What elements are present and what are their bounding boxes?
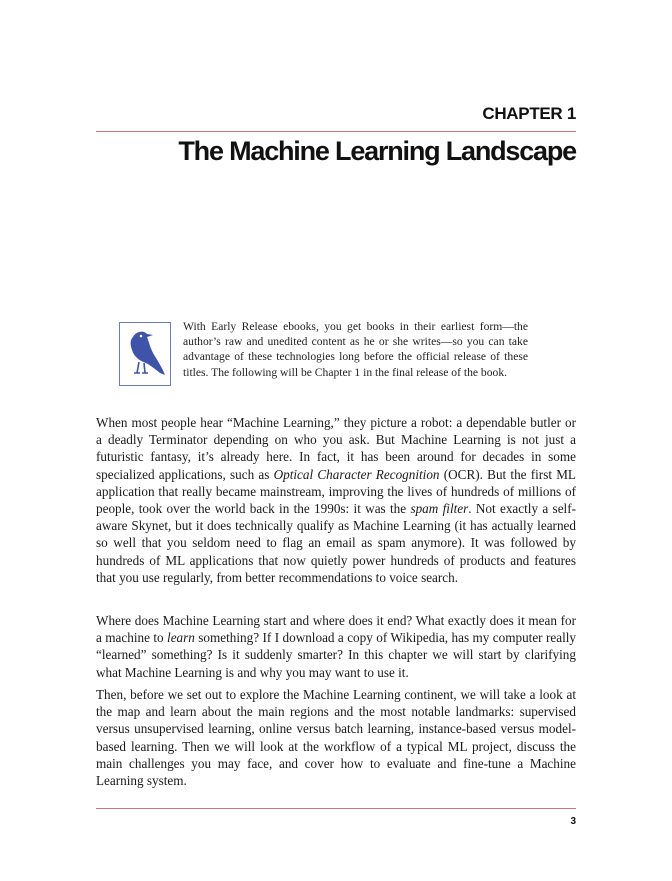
footer-divider: [96, 808, 576, 809]
header-divider: [96, 131, 576, 132]
learn-term: learn: [167, 630, 195, 646]
ocr-term: Optical Character Recognition: [273, 466, 440, 482]
paragraph-2: [96, 612, 576, 681]
page-number: 3: [570, 816, 576, 827]
paragraph-3: [96, 686, 576, 789]
paragraph-1-text-cont: (OCR). But the first ML application that really became mainstream, improving the lives of hundreds of millions of people, took over the world back in the 1990s: it was the: [96, 466, 576, 517]
paragraph-1-text-end: . Not exactly a self-aware Skynet, but it does technically qualify as Machine Learning (it has actually learned so well that you seldom need to flag an email as spam anymore). It was followed by hundreds of ML applications that now quietly power hundreds of products and features that you use regularly, from better recommendations to voice search.: [96, 501, 576, 585]
paragraph-2-text: Where does Machine Learning start and where does it end? What exactly does it mean for a machine to: [96, 613, 576, 646]
paragraph-1-text: When most people hear “Machine Learning,” they picture a robot: a dependable butler or a deadly Terminator depending on who you ask. But Machine Learning is not just a futuristic fantasy, it’s already here. In fact, it has been around for decades in some specialized applications, such as: [96, 415, 576, 482]
bird-note-icon: [119, 322, 171, 386]
paragraph-1: [96, 414, 576, 586]
chapter-label: CHAPTER 1: [482, 104, 576, 123]
spam-filter-term: spam filter: [410, 501, 469, 517]
chapter-title: The Machine Learning Landscape: [178, 136, 576, 166]
early-release-note: With Early Release ebooks, you get books in their earliest form—the author’s raw and unedited content as he or she writes—so you can take advantage of these technologies long before the official release of these titles. The following will be Chapter 1 in the final release of the book.: [183, 320, 528, 379]
paragraph-3-text: Then, before we set out to explore the Machine Learning continent, we will take a look at the map and learn about the main regions and the most notable landmarks: supervised versus unsupervised learning, online versus batch learning, instance-based versus model-based learning. Then we will look at the workflow of a typical ML project, discuss the main challenges you may face, and cover how to evaluate and fine-tune a Machine Learning system.: [96, 687, 576, 789]
paragraph-2-text-end: something? If I download a copy of Wikipedia, has my computer really “learned” something? Is it suddenly smarter? In this chapter we will start by clarifying what Machine Learning is and why you may want to use it.: [96, 630, 577, 680]
